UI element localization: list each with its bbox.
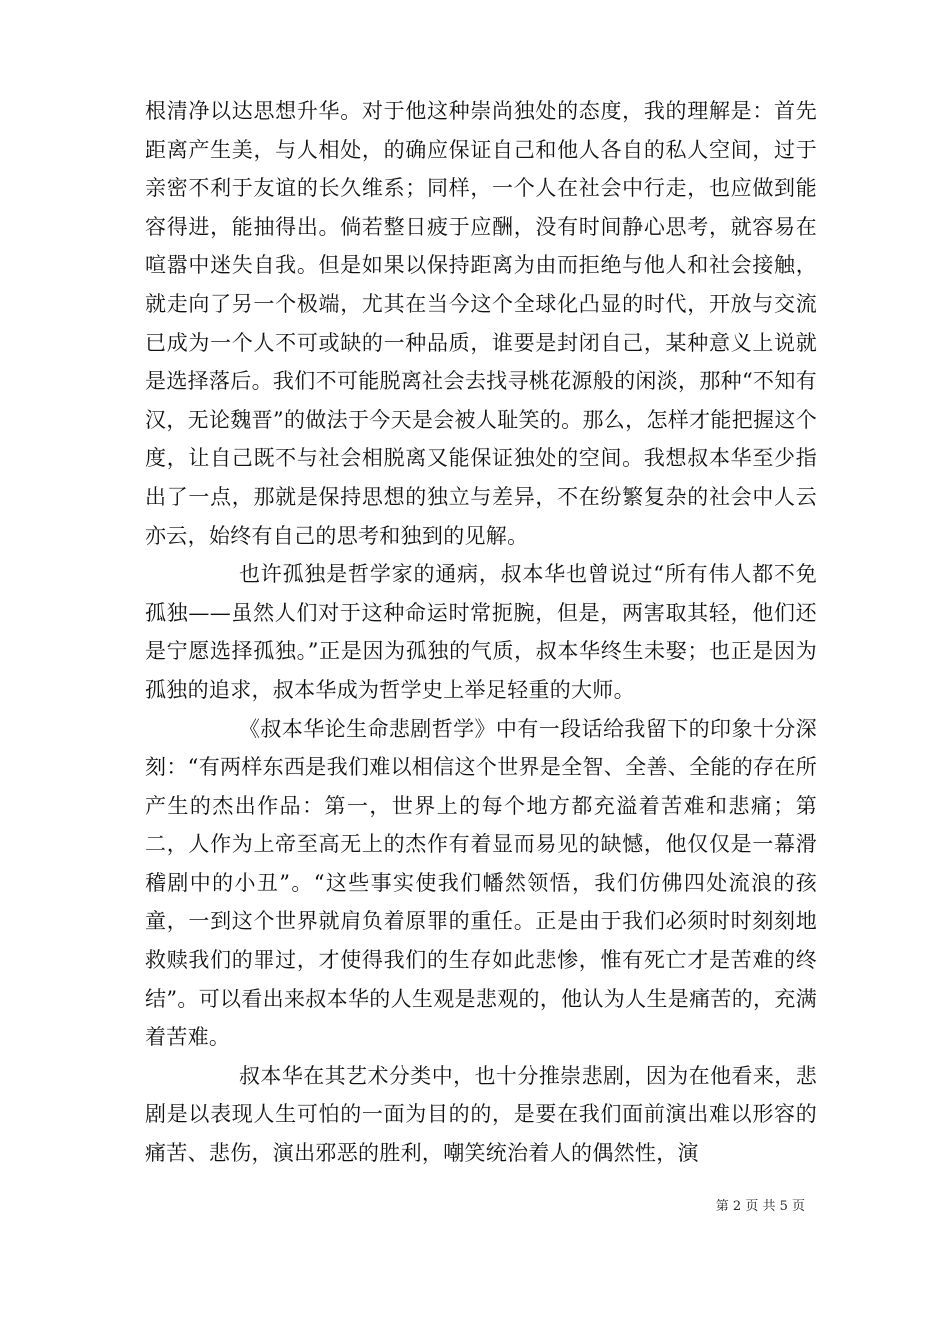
page-number-footer: 第 2 页 共 5 页 (715, 1199, 805, 1214)
paragraph-3: 《叔本华论生命悲剧哲学》中有一段话给我留下的印象十分深刻：“有两样东西是我们难以相信这个世界是全智、全善、全能的存在所产生的杰出作品：第一，世界上的每个地方都充溢着苦难和悲痛；第二，人作为上帝至高无上的杰作有着显而易见的缺憾，他仅仅是一幕滑稽剧中的小丑”。“这些事实使我们幡然领悟，我们仿佛四处流浪的孩童，一到这个世界就肩负着原罪的重任。正是由于我们必须时时刻刻地救赎我们的罪过，才使得我们的生存如此悲惨，惟有死亡才是苦难的终结”。可以看出来叔本华的人生观是悲观的，他认为人生是痛苦的，充满着苦难。 (145, 716, 817, 1050)
paragraph-1: 根清净以达思想升华。对于他这种崇尚独处的态度，我的理解是：首先距离产生美，与人相处，的确应保证自己和他人各自的私人空间，过于亲密不利于友谊的长久维系；同样，一个人在社会中行走，也应做到能容得进，能抽得出。倘若整日疲于应酬，没有时间静心思考，就容易在喧嚣中迷失自我。但是如果以保持距离为由而拒绝与他人和社会接触，就走向了另一个极端，尤其在当今这个全球化凸显的时代，开放与交流已成为一个人不可或缺的一种品质，谁要是封闭自己，某种意义上说就是选择落后。我们不可能脱离社会去找寻桃花源般的闲淡，那种“不知有汉，无论魏晋”的做法于今天是会被人耻笑的。那么，怎样才能把握这个度，让自己既不与社会相脱离又能保证独处的空间。我想叔本华至少指出了一点，那就是保持思想的独立与差异，不在纷繁复杂的社会中人云亦云，始终有自己的思考和独到的见解。 (145, 99, 817, 548)
paragraph-2: 也许孤独是哲学家的通病，叔本华也曾说过“所有伟人都不免孤独——虽然人们对于这种命运时常扼腕，但是，两害取其轻，他们还是宁愿选择孤独。”正是因为孤独的气质，叔本华终生未娶；也正是因为孤独的追求，叔本华成为哲学史上举足轻重的大师。 (145, 562, 817, 702)
body-text (145, 92, 817, 1173)
paragraph-4: 叔本华在其艺术分类中，也十分推崇悲剧，因为在他看来，悲剧是以表现人生可怕的一面为目的的，是要在我们面前演出难以形容的痛苦、悲伤，演出邪恶的胜利，嘲笑统治着人的偶然性，演 (145, 1063, 817, 1166)
